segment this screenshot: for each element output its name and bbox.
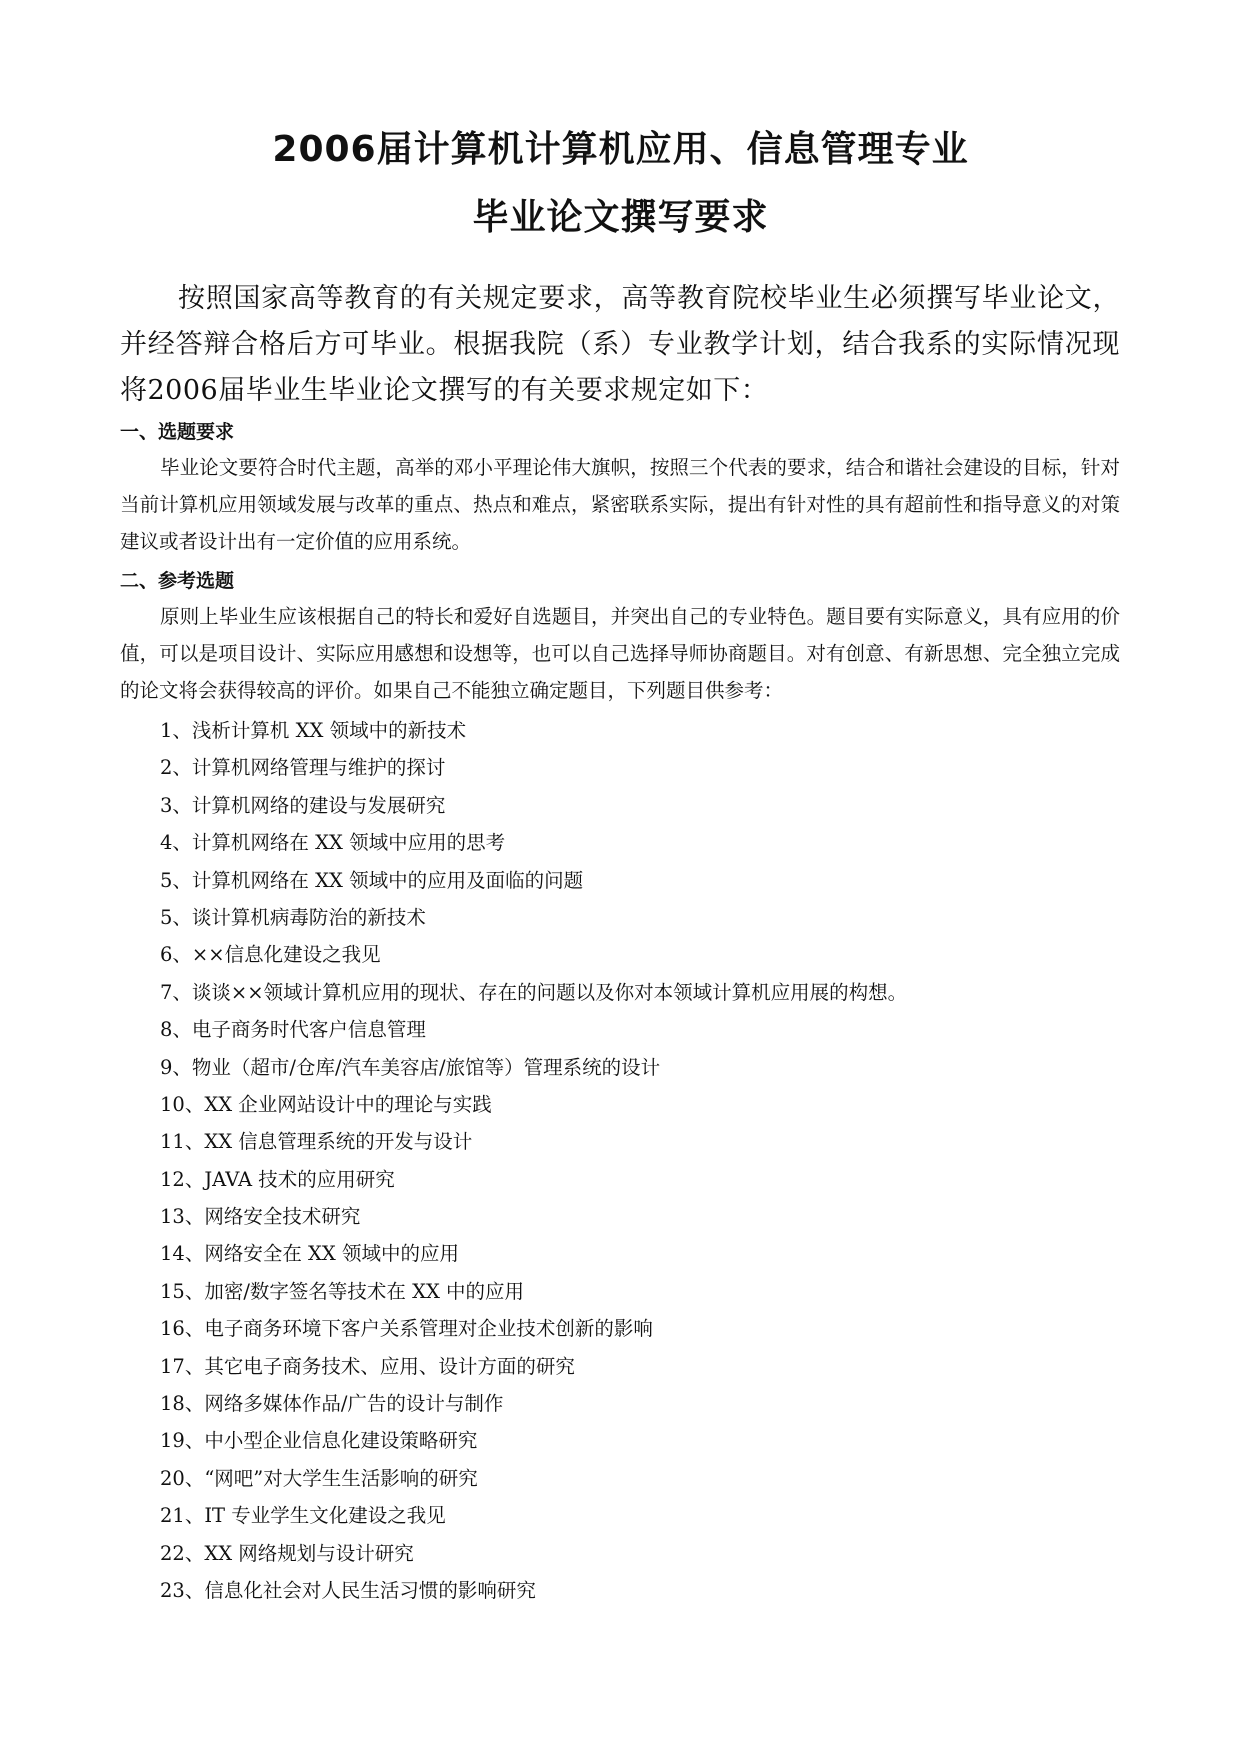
list-item: 21、IT 专业学生文化建设之我见 <box>160 1504 446 1528</box>
section-heading-reference-topics: 二、参考选题 <box>120 570 235 592</box>
intro-paragraph: 按照国家高等教育的有关规定要求，高等教育院校毕业生必须撰写毕业论文，并经答辩合格后方可毕业。根据我院（系）专业教学计划，结合我系的实际情况现将2006届毕业生毕业论文撰写的有关要求规定如下： <box>120 283 1120 406</box>
list-item: 13、网络安全技术研究 <box>160 1205 361 1229</box>
section-body-topic-requirements: 毕业论文要符合时代主题，高举的邓小平理论伟大旗帜，按照三个代表的要求，结合和谐社会建设的目标，针对当前计算机应用领域发展与改革的重点、热点和难点，紧密联系实际，提出有针对性的具有超前性和指导意义的对策建议或者设计出有一定价值的应用系统。 <box>120 456 1120 553</box>
list-item: 4、计算机网络在 XX 领域中应用的思考 <box>160 831 506 855</box>
document-subtitle: 毕业论文撰写要求 <box>472 197 769 238</box>
list-item: 2、计算机网络管理与维护的探讨 <box>160 756 446 780</box>
list-item: 7、谈谈××领域计算机应用的现状、存在的问题以及你对本领域计算机应用展的构想。 <box>160 980 908 1004</box>
list-item: 9、物业（超市/仓库/汽车美容店/旅馆等）管理系统的设计 <box>160 1055 661 1079</box>
list-item: 12、JAVA 技术的应用研究 <box>160 1167 395 1191</box>
list-item: 23、信息化社会对人民生活习惯的影响研究 <box>160 1578 536 1602</box>
section-heading-topic-requirements: 一、选题要求 <box>120 421 235 443</box>
list-item: 6、××信息化建设之我见 <box>160 943 381 967</box>
list-item: 5、谈计算机病毒防治的新技术 <box>160 905 426 929</box>
section-body-reference-topics: 原则上毕业生应该根据自己的特长和爱好自选题目，并突出自己的专业特色。题目要有实际意义，具有应用的价值，可以是项目设计、实际应用感想和设想等，也可以自己选择导师协商题目。对有创意、有新思想、完全独立完成的论文将会获得较高的评价。如果自己不能独立确定题目，下列题目供参考： <box>120 605 1120 702</box>
list-item: 3、计算机网络的建设与发展研究 <box>160 793 446 817</box>
document-title: 2006届计算机计算机应用、信息管理专业 <box>272 129 969 170</box>
topic-list <box>160 712 907 1609</box>
list-item: 16、电子商务环境下客户关系管理对企业技术创新的影响 <box>160 1317 653 1341</box>
list-item: 22、XX 网络规划与设计研究 <box>160 1541 414 1565</box>
list-item: 20、“网吧”对大学生生活影响的研究 <box>160 1466 478 1490</box>
list-item: 10、XX 企业网站设计中的理论与实践 <box>160 1092 492 1116</box>
list-item: 5、计算机网络在 XX 领域中的应用及面临的问题 <box>160 868 584 892</box>
list-item: 1、浅析计算机 XX 领域中的新技术 <box>160 719 467 742</box>
list-item: 14、网络安全在 XX 领域中的应用 <box>160 1242 459 1266</box>
list-item: 18、网络多媒体作品/广告的设计与制作 <box>160 1392 504 1416</box>
list-item: 17、其它电子商务技术、应用、设计方面的研究 <box>160 1354 575 1378</box>
list-item: 11、XX 信息管理系统的开发与设计 <box>160 1130 473 1154</box>
list-item: 19、中小型企业信息化建设策略研究 <box>160 1429 478 1453</box>
list-item: 8、电子商务时代客户信息管理 <box>160 1018 426 1042</box>
list-item: 15、加密/数字签名等技术在 XX 中的应用 <box>160 1279 525 1303</box>
